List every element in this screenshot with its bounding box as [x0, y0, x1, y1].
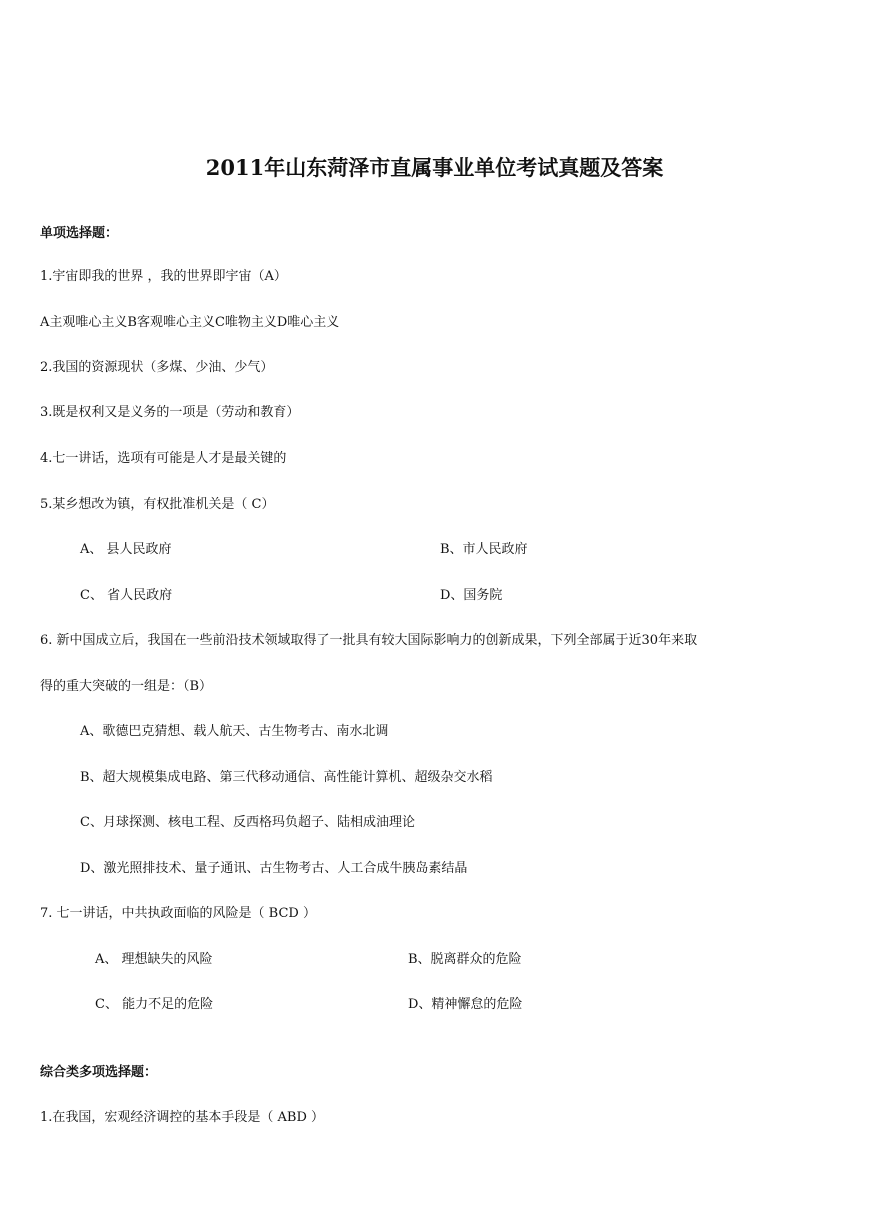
question-6-line-1: 6. 新中国成立后，我国在一些前沿技术领域取得了一批具有较大国际影响力的创新成果，下列全部属于近30年来取	[40, 633, 698, 648]
question-7-option-c: C、 能力不足的危险	[95, 997, 214, 1012]
question-7-option-d: D、精神懈怠的危险	[408, 997, 523, 1012]
question-4: 4.七一讲话，选项有可能是人才是最关键的	[40, 451, 287, 466]
question-5-option-d: D、国务院	[440, 588, 503, 603]
question-2: 2.我国的资源现状（多煤、少油、少气）	[40, 360, 274, 375]
question-7-option-b: B、脱离群众的危险	[408, 952, 522, 967]
question-5-option-a: A、 县人民政府	[80, 542, 172, 557]
question-5-option-c: C、 省人民政府	[80, 588, 173, 603]
document-title: 2011年山东菏泽市直属事业单位考试真题及答案	[205, 155, 664, 180]
section-heading-multiple-choice: 综合类多项选择题：	[40, 1065, 158, 1080]
question-5: 5.某乡想改为镇，有权批准机关是（ C）	[40, 497, 275, 512]
question-6-line-2: 得的重大突破的一组是：（B）	[40, 679, 213, 694]
question-5-option-b: B、市人民政府	[440, 542, 528, 557]
question-6-option-b: B、超大规模集成电路、第三代移动通信、高性能计算机、超级杂交水稻	[80, 770, 493, 785]
question-6-option-c: C、月球探测、核电工程、反西格玛负超子、陆相成油理论	[80, 815, 415, 830]
multi-question-1: 1.在我国，宏观经济调控的基本手段是（ ABD ）	[40, 1110, 325, 1125]
question-6-option-d: D、激光照排技术、量子通讯、古生物考古、人工合成牛胰岛素结晶	[80, 861, 468, 876]
section-heading-single-choice: 单项选择题：	[40, 226, 119, 241]
question-6-option-a: A、歌德巴克猜想、载人航天、古生物考古、南水北调	[80, 724, 389, 739]
question-1: 1.宇宙即我的世界 ，我的世界即宇宙（A）	[40, 269, 287, 284]
question-3: 3.既是权利又是义务的一项是（劳动和教育）	[40, 405, 300, 420]
question-7: 7. 七一讲话，中共执政面临的风险是（ BCD ）	[40, 906, 316, 921]
question-7-option-a: A、 理想缺失的风险	[95, 952, 213, 967]
question-1-options: A主观唯心主义B客观唯心主义C唯物主义D唯心主义	[40, 315, 340, 330]
